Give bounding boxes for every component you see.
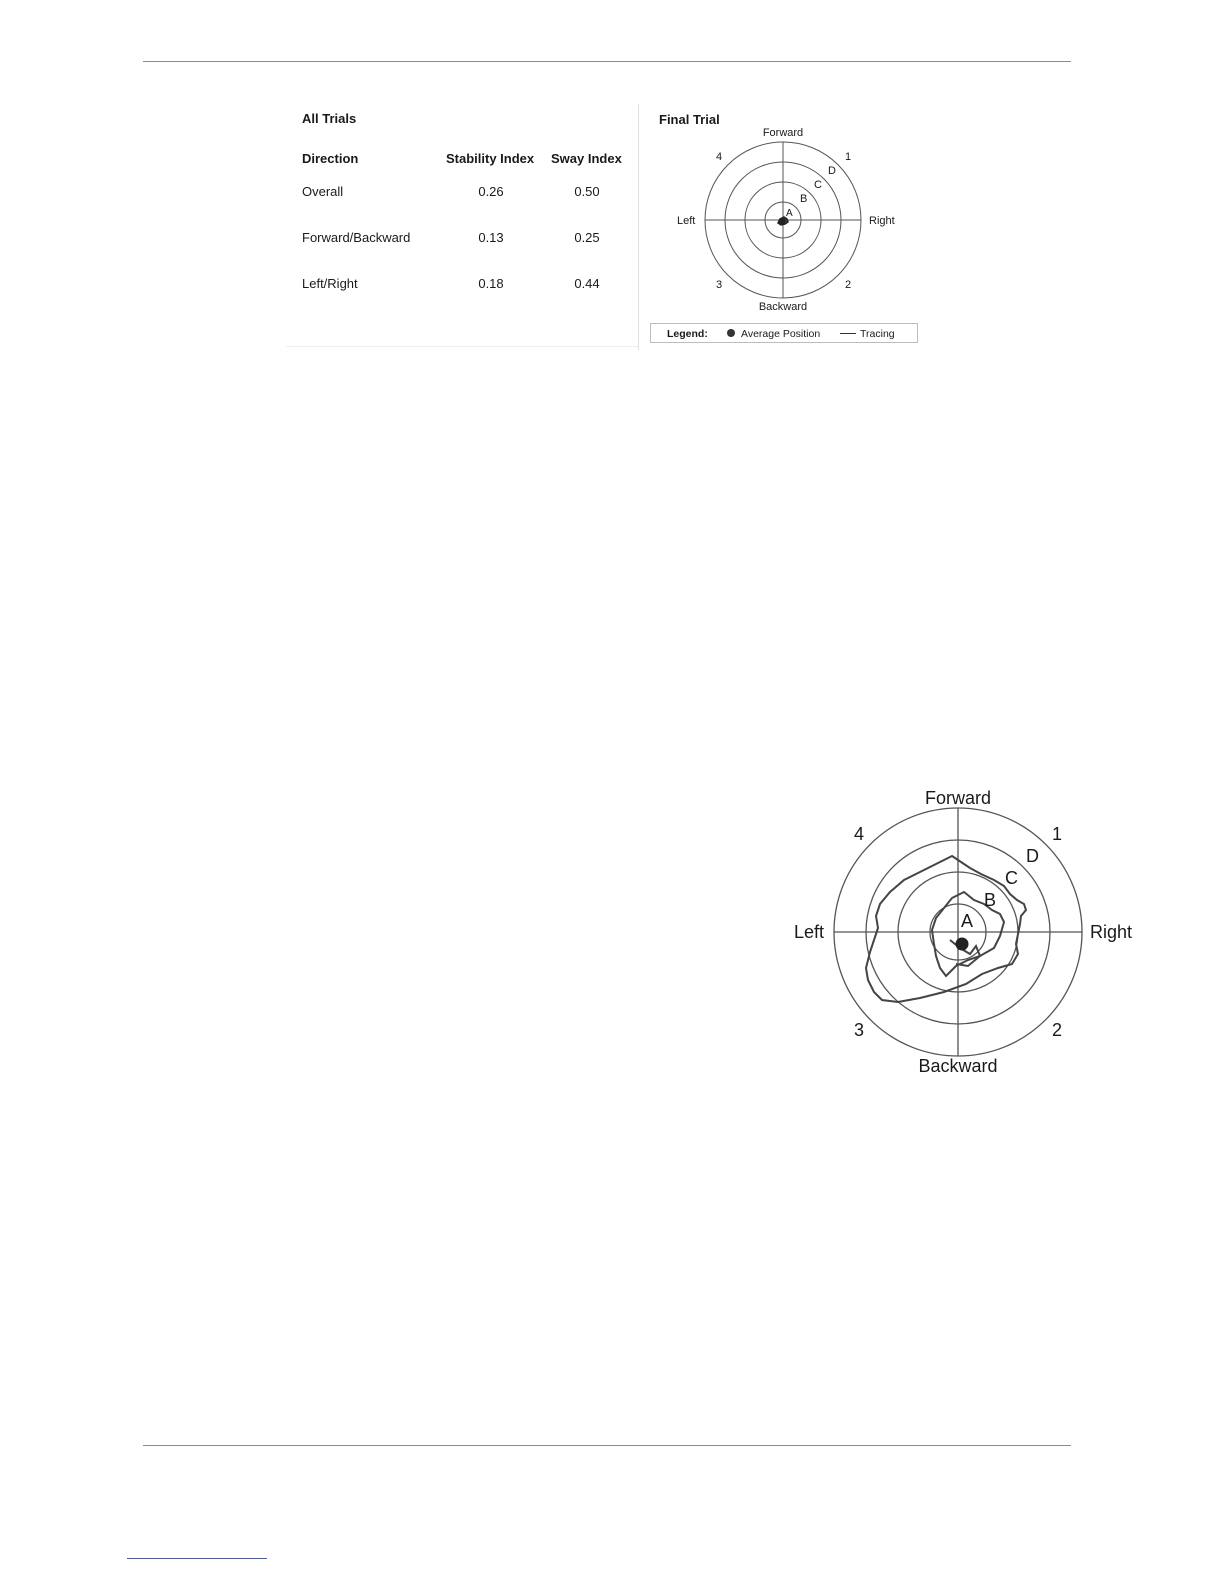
small-label-quadrant-1: 1 [845, 151, 852, 163]
small-label-quadrant-2: 2 [845, 279, 852, 291]
small-label-forward: Forward [762, 127, 804, 139]
large-label-forward: Forward [924, 788, 992, 808]
row-left-right-stability: 0.18 [478, 276, 504, 291]
row-forward-backward-direction: Forward/Backward [302, 230, 411, 245]
large-label-ring-b: B [984, 890, 997, 910]
small-label-right: Right [869, 215, 895, 227]
small-label-quadrant-4: 4 [716, 151, 723, 163]
large-label-quadrant-2: 2 [1052, 1020, 1063, 1040]
row-forward-backward-sway: 0.25 [574, 230, 600, 245]
average-position-marker-icon [727, 329, 735, 337]
footer-link-underline[interactable] [127, 1558, 267, 1559]
legend-average-position: Average Position [741, 328, 821, 340]
large-label-right: Right [1090, 922, 1133, 942]
small-label-ring-d: D [828, 165, 836, 177]
legend-label: Legend: [667, 328, 708, 340]
final-trial-title: Final Trial [659, 112, 720, 127]
stability-index-header: Stability Index [446, 151, 535, 166]
large-label-left: Left [794, 922, 825, 942]
small-average-position-dot [779, 218, 786, 225]
small-label-left: Left [677, 215, 696, 227]
panel-bottom-edge [286, 346, 638, 347]
row-left-right-sway: 0.44 [574, 276, 600, 291]
final-trial-target-plot [640, 120, 930, 320]
row-left-right-direction: Left/Right [302, 276, 358, 291]
small-label-backward: Backward [758, 301, 808, 313]
large-label-ring-d: D [1026, 846, 1039, 866]
large-label-quadrant-4: 4 [854, 824, 865, 844]
legend-tracing: Tracing [860, 328, 895, 340]
large-label-backward: Backward [918, 1056, 998, 1076]
large-label-ring-c: C [1005, 868, 1018, 888]
sway-index-header: Sway Index [551, 151, 622, 166]
large-label-quadrant-1: 1 [1052, 824, 1063, 844]
row-overall-sway: 0.50 [574, 184, 600, 199]
plot-legend [650, 323, 918, 343]
row-overall-stability: 0.26 [478, 184, 504, 199]
small-label-ring-b: B [800, 193, 808, 205]
small-label-ring-c: C [814, 179, 822, 191]
small-label-quadrant-3: 3 [716, 279, 723, 291]
panel-divider [638, 104, 639, 350]
small-label-ring-a: A [786, 208, 793, 219]
large-average-position-dot [956, 938, 969, 951]
large-label-ring-a: A [961, 911, 974, 931]
large-label-quadrant-3: 3 [854, 1020, 865, 1040]
direction-header: Direction [302, 151, 359, 166]
large-target-plot [780, 780, 1150, 1090]
tracing-line-icon [840, 333, 856, 334]
header-rule [143, 61, 1071, 62]
row-forward-backward-stability: 0.13 [478, 230, 504, 245]
row-overall-direction: Overall [302, 184, 344, 199]
footer-rule [143, 1445, 1071, 1446]
all-trials-title: All Trials [302, 111, 357, 126]
